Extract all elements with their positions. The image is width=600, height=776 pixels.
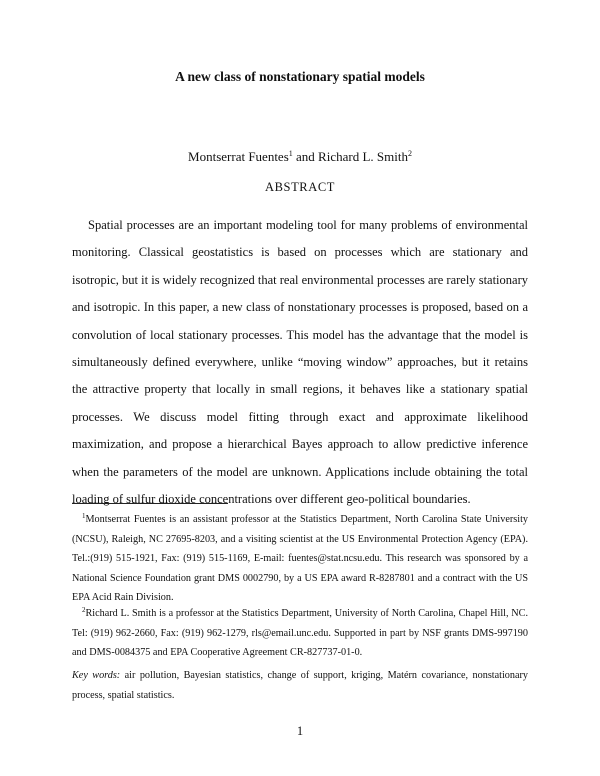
author-2-name: Richard L. Smith xyxy=(318,149,408,164)
footnote-1 xyxy=(72,507,528,608)
page-number: 1 xyxy=(296,724,304,738)
footnote-2 xyxy=(72,601,528,663)
author-2-footnote-mark: 2 xyxy=(407,149,412,158)
author-line xyxy=(0,149,600,165)
keywords-text: air pollution, Bayesian statistics, change of support, kriging, Matérn covariance, nonstationary process, spatial statistics. xyxy=(72,670,528,701)
footnote-2-text: Richard L. Smith is a professor at the Statistics Department, University of North Carolina, Chapel Hill, NC. Tel: (919) 962-2660, Fax: (919) 962-1279, rls@email.unc.edu. Supported in part by NSF grants DMS-997190 and DMS-0084375 and EPA Cooperative Agreement CR-827737-01-0. xyxy=(72,608,528,659)
author-conjunction: and xyxy=(292,149,319,164)
author-1-name: Montserrat Fuentes xyxy=(188,149,289,164)
footnote-divider xyxy=(72,503,228,504)
keywords-label: Key words: xyxy=(72,670,121,681)
footnote-1-mark: 1 xyxy=(82,512,86,520)
author-1-footnote-mark: 1 xyxy=(288,149,293,158)
paper-title: A new class of nonstationary spatial models xyxy=(175,69,425,84)
keywords xyxy=(72,666,528,705)
abstract-text: Spatial processes are an important modeling tool for many problems of environmental monitoring. Classical geostatistics is based on processes which are stationary and isotropic, but it is widely recognized that real environmental processes are rarely stationary and isotropic. In this paper, a new class of nonstationary processes is proposed, based on a convolution of local stationary processes. This model has the advantage that the model is simultaneously defined everywhere, unlike “moving window” approaches, but it retains the attractive property that locally in small regions, it behaves like a stationary spatial processes. We discuss model fitting through exact and approximate likelihood maximization, and propose a hierarchical Bayes approach to allow predictive inference when the parameters of the model are unknown. Applications include obtaining the total loading of sulfur dioxide concentrations over different geo-political boundaries. xyxy=(72,218,528,507)
footnote-2-mark: 2 xyxy=(82,606,86,614)
footnote-1-text: Montserrat Fuentes is an assistant professor at the Statistics Department, North Carolina State University (NCSU), Raleigh, NC 27695-8203, and a visiting scientist at the US Environmental Protection Agency (EPA). Tel.:(919) 515-1921, Fax: (919) 515-1169, E-mail: fuentes@stat.ncsu.edu. This research was sponsored by a National Science Foundation grant DMS 0002790, by a US EPA award R-8287801 and a contract with the US EPA Acid Rain Division. xyxy=(72,514,528,604)
abstract-heading: ABSTRACT xyxy=(264,180,336,194)
